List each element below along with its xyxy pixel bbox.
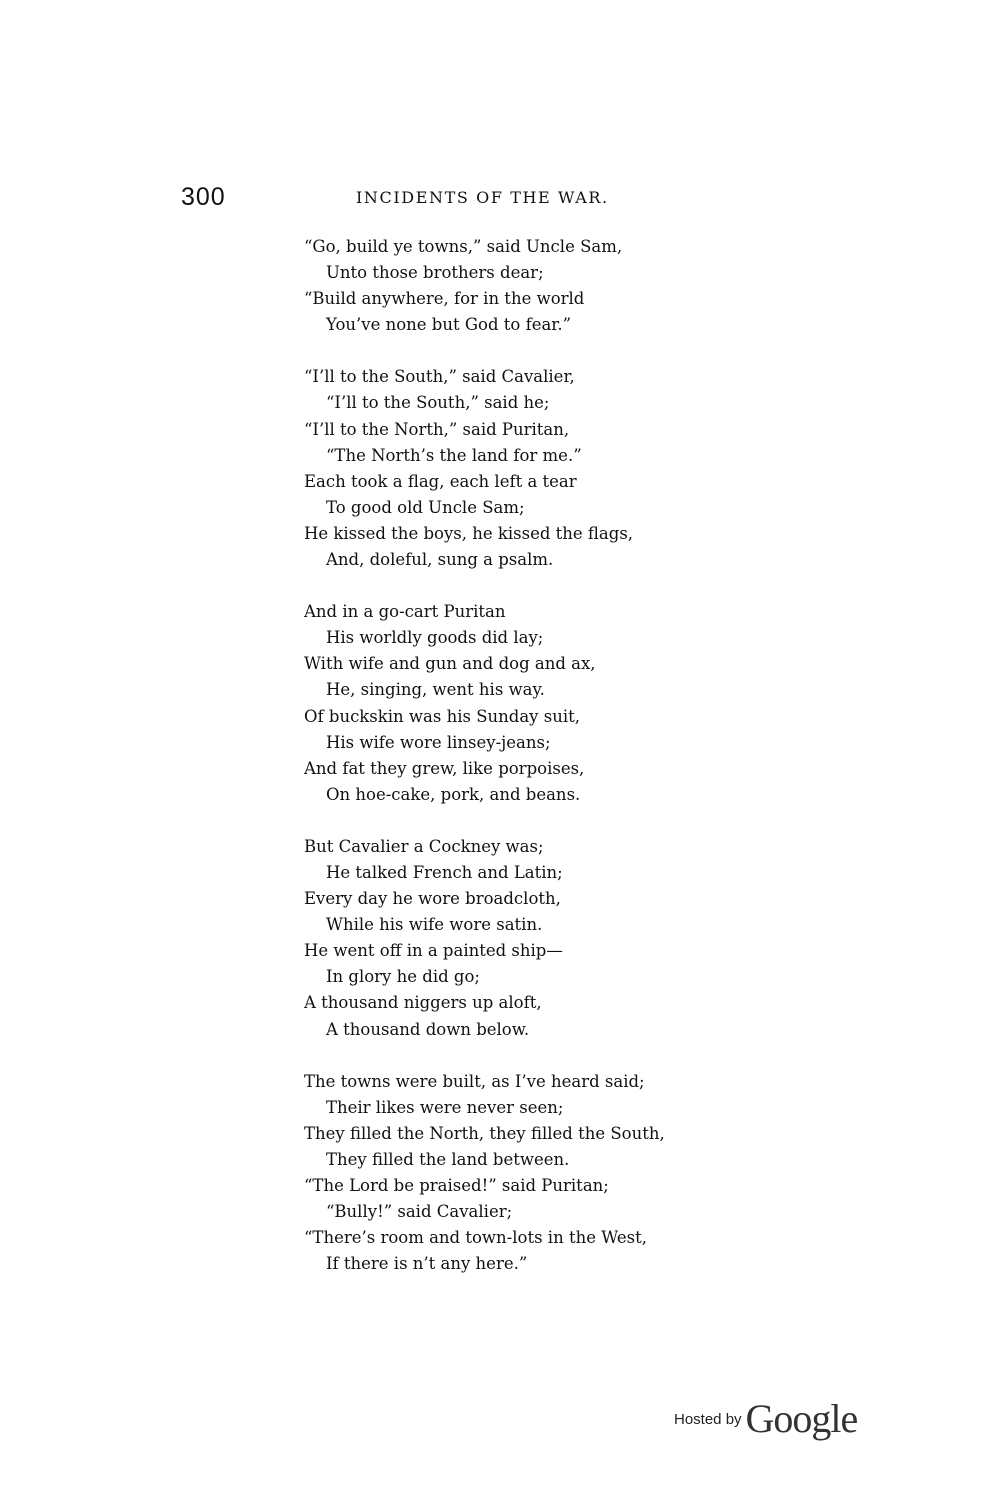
poem-line: And fat they grew, like porpoises, — [304, 758, 585, 778]
poem-line: Their likes were never seen; — [326, 1097, 564, 1117]
hosted-by-label: Hosted by — [674, 1411, 742, 1428]
poem-line: His wife wore linsey-jeans; — [326, 732, 551, 752]
poem-line: They filled the North, they filled the South, — [304, 1123, 665, 1143]
poem-line: On hoe-cake, pork, and beans. — [326, 784, 581, 804]
running-head: INCIDENTS OF THE WAR. — [356, 188, 609, 207]
poem — [304, 234, 744, 1303]
stanza — [304, 599, 744, 808]
poem-line: Each took a flag, each left a tear — [304, 471, 577, 491]
poem-line: “Go, build ye towns,” said Uncle Sam, — [304, 237, 623, 256]
poem-line: A thousand niggers up aloft, — [304, 993, 542, 1013]
stanza — [304, 834, 744, 1043]
poem-line: “The North’s the land for me.” — [326, 445, 582, 465]
poem-line: If there is n’t any here.” — [326, 1254, 528, 1274]
poem-line: To good old Uncle Sam; — [326, 497, 525, 517]
poem-line: Of buckskin was his Sunday suit, — [304, 706, 580, 726]
poem-line: “I’ll to the South,” said Cavalier, — [304, 367, 575, 387]
poem-line: “Build anywhere, for in the world — [304, 289, 585, 309]
stanza — [304, 1069, 744, 1278]
poem-line: The towns were built, as I’ve heard said; — [304, 1071, 645, 1091]
poem-line: “The Lord be praised!” said Puritan; — [304, 1176, 609, 1195]
poem-line: While his wife wore satin. — [326, 915, 543, 935]
poem-line: He kissed the boys, he kissed the flags, — [304, 523, 634, 543]
hosted-by-google-footer — [674, 1383, 884, 1443]
poem-line: You’ve none but God to fear.” — [326, 315, 572, 335]
poem-line: But Cavalier a Cockney was; — [304, 836, 544, 856]
poem-line: They filled the land between. — [326, 1149, 570, 1169]
poem-line: He talked French and Latin; — [326, 862, 563, 882]
poem-line: “I’ll to the North,” said Puritan, — [304, 419, 570, 439]
poem-line: “I’ll to the South,” said he; — [326, 393, 550, 413]
poem-line: He, singing, went his way. — [326, 680, 545, 700]
poem-line: His worldly goods did lay; — [326, 628, 544, 648]
poem-line: “Bully!” said Cavalier; — [326, 1202, 513, 1222]
poem-line: And in a go-cart Puritan — [304, 602, 506, 622]
poem-line: A thousand down below. — [326, 1019, 530, 1039]
poem-line: He went off in a painted ship— — [304, 941, 563, 961]
stanza — [304, 364, 744, 573]
poem-line: “There’s room and town-lots in the West, — [304, 1228, 647, 1248]
stanza — [304, 234, 744, 338]
poem-line: In glory he did go; — [326, 967, 480, 987]
poem-line: And, doleful, sung a psalm. — [326, 550, 554, 570]
page-number: 300 — [181, 183, 226, 211]
poem-line: Unto those brothers dear; — [326, 263, 544, 283]
poem-line: With wife and gun and dog and ax, — [304, 654, 596, 674]
poem-line: Every day he wore broadcloth, — [304, 889, 561, 909]
google-logo: Google — [745, 1396, 858, 1441]
